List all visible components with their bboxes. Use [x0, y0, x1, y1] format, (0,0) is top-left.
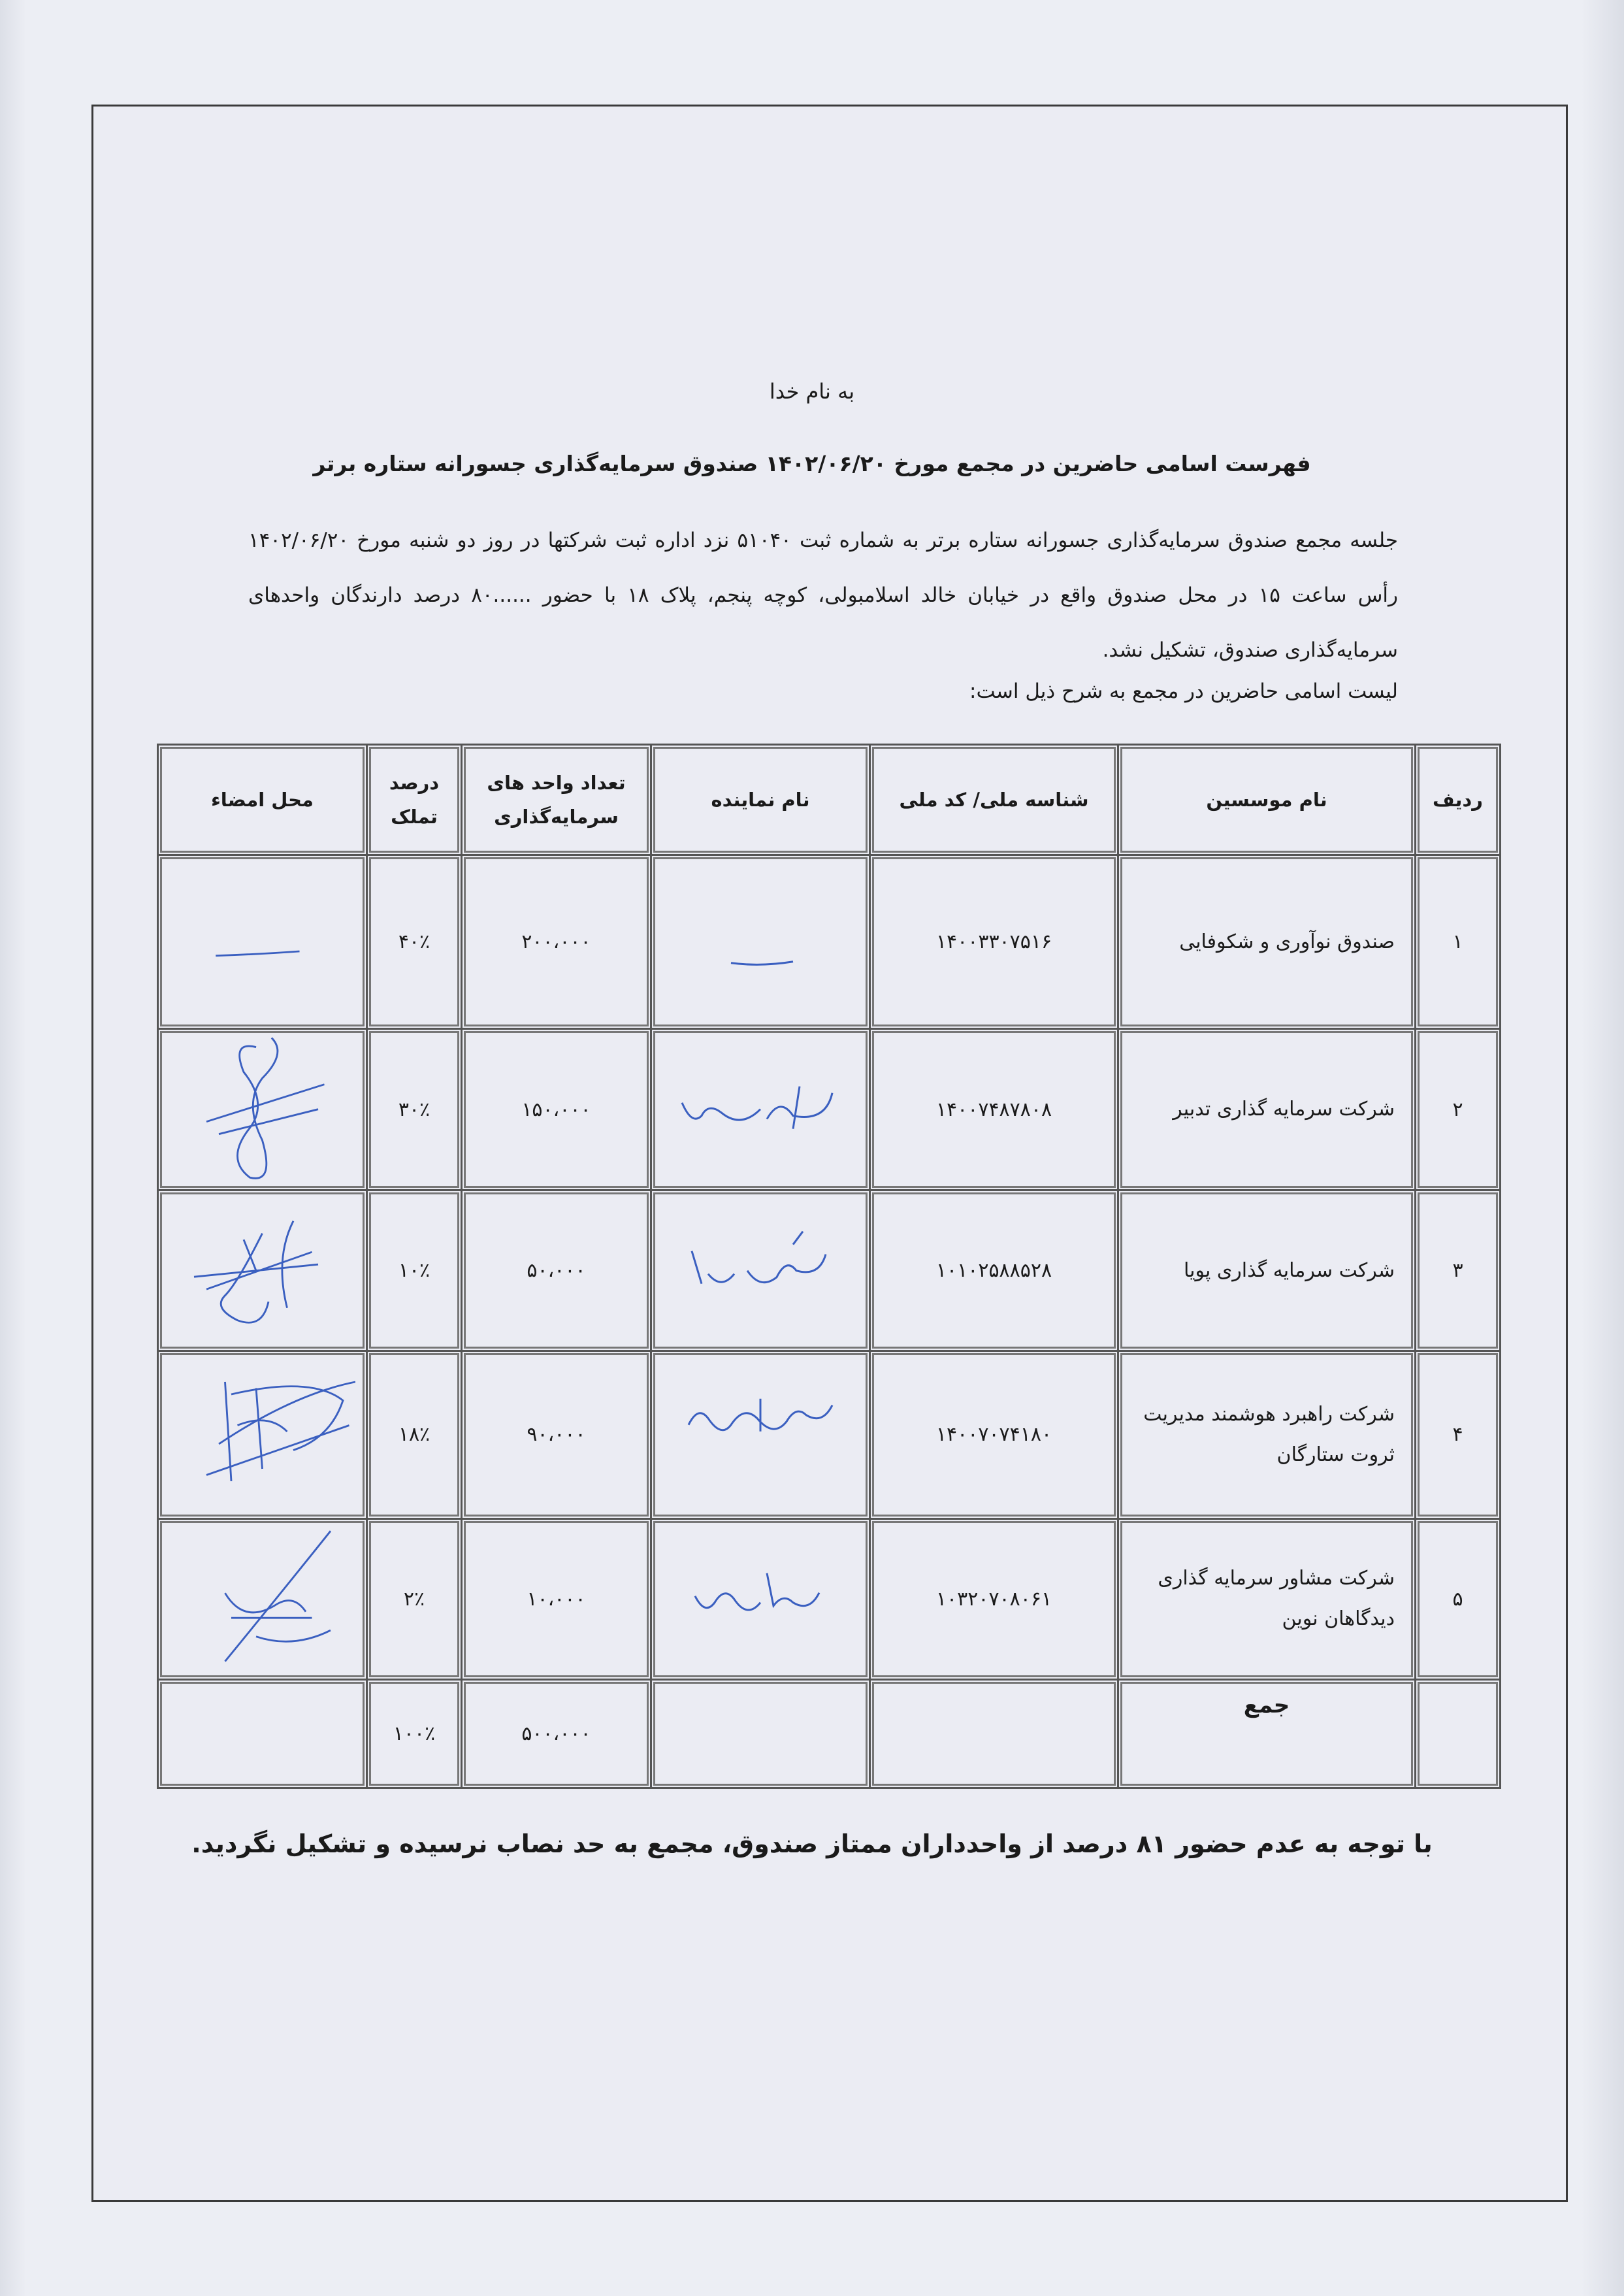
- representative-signature-image: [662, 1520, 858, 1679]
- row-number: ۳: [1416, 1190, 1501, 1351]
- quorum-note: با توجه به عدم حضور ۸۱ درصد از واحدداران ممتاز صندوق، مجمع به حد نصاب نرسیده و تشکیل نگردید.: [191, 1829, 1433, 1858]
- units-count: ۲۰۰،۰۰۰: [462, 855, 651, 1029]
- national-id: ۱۰۱۰۲۵۸۸۵۲۸: [870, 1190, 1118, 1351]
- representative-signature: [651, 1351, 870, 1518]
- founder-name: شرکت سرمایه گذاری تدبیر: [1118, 1029, 1416, 1190]
- row-number: ۲: [1416, 1029, 1501, 1190]
- signature-cell: [158, 1351, 367, 1518]
- ownership-percent: ۳۰٪: [367, 1029, 462, 1190]
- representative-signature-image: [662, 1030, 858, 1189]
- handwritten-signature: [169, 1191, 355, 1350]
- handwritten-signature: [169, 1352, 355, 1517]
- handwritten-signature: [169, 1030, 355, 1189]
- founder-name: شرکت سرمایه گذاری پویا: [1118, 1190, 1416, 1351]
- table-row: [158, 855, 1501, 1029]
- ownership-percent: ۴۰٪: [367, 855, 462, 1029]
- signature-cell: [158, 1518, 367, 1679]
- national-id: ۱۴۰۰۷۴۸۷۸۰۸: [870, 1029, 1118, 1190]
- founder-name: صندوق نوآوری و شکوفایی: [1118, 855, 1416, 1029]
- header-percent: درصد تملک: [367, 745, 462, 855]
- row-number: ۴: [1416, 1351, 1501, 1518]
- table-total-row: [158, 1680, 1501, 1788]
- header-units: تعداد واحد های سرمایه‌گذاری: [462, 745, 651, 855]
- representative-signature: [651, 1190, 870, 1351]
- representative-signature-image: [662, 1191, 858, 1350]
- units-count: ۹۰،۰۰۰: [462, 1351, 651, 1518]
- representative-signature: [651, 1518, 870, 1679]
- representative-signature: [651, 1029, 870, 1190]
- national-id: ۱۴۰۰۳۳۰۷۵۱۶: [870, 855, 1118, 1029]
- document-title: فهرست اسامی حاضرین در مجمع مورخ ۱۴۰۲/۰۶/۲۰ صندوق سرمایه‌گذاری جسورانه ستاره برتر: [313, 451, 1311, 476]
- signature-cell: [158, 1029, 367, 1190]
- representative-signature-image: [662, 1352, 858, 1517]
- header-signature: محل امضاء: [158, 745, 367, 855]
- bismillah-heading: به نام خدا: [769, 379, 855, 404]
- total-label: جمع: [1118, 1680, 1416, 1788]
- attendees-table: [157, 744, 1501, 1789]
- table-row: [158, 1518, 1501, 1679]
- total-units: ۵۰۰،۰۰۰: [462, 1680, 651, 1788]
- attendees-intro: لیست اسامی حاضرین در مجمع به شرح ذیل است:: [969, 680, 1398, 703]
- ownership-percent: ۱۰٪: [367, 1190, 462, 1351]
- header-founder: نام موسسین: [1118, 745, 1416, 855]
- row-number: ۵: [1416, 1518, 1501, 1679]
- national-id: ۱۴۰۰۷۰۷۴۱۸۰: [870, 1351, 1118, 1518]
- row-number: ۱: [1416, 855, 1501, 1029]
- header-national-id: شناسه ملی/ کد ملی: [870, 745, 1118, 855]
- table-row: [158, 1190, 1501, 1351]
- units-count: ۱۵۰،۰۰۰: [462, 1029, 651, 1190]
- table-header-row: [158, 745, 1501, 855]
- header-row-number: ردیف: [1416, 745, 1501, 855]
- meeting-paragraph: جلسه مجمع صندوق سرمایه‌گذاری جسورانه ستاره برتر به شماره ثبت ۵۱۰۴۰ نزد اداره ثبت شرکتها در روز دو شنبه مورخ ۱۴۰۲/۰۶/۲۰ رأس ساعت ۱۵ در محل صندوق واقع در خیابان خالد اسلامبولی، کوچه پنجم، پلاک ۱۸ با حضور ......۸۰ درصد دارندگان واحدهای سرمایه‌گذاری صندوق، تشکیل نشد.: [248, 529, 1399, 662]
- founder-name: شرکت مشاور سرمایه گذاری دیدگاهان نوین: [1118, 1518, 1416, 1679]
- dash-mark: [169, 856, 355, 1028]
- signature-cell: [158, 855, 367, 1029]
- units-count: ۱۰،۰۰۰: [462, 1518, 651, 1679]
- handwritten-signature: [169, 1520, 355, 1679]
- total-percent: ۱۰۰٪: [367, 1680, 462, 1788]
- units-count: ۵۰،۰۰۰: [462, 1190, 651, 1351]
- founder-name: شرکت راهبرد هوشمند مدیریت ثروت ستارگان: [1118, 1351, 1416, 1518]
- national-id: ۱۰۳۲۰۷۰۸۰۶۱: [870, 1518, 1118, 1679]
- representative-signature: [651, 855, 870, 1029]
- signature-cell: [158, 1190, 367, 1351]
- ownership-percent: ۲٪: [367, 1518, 462, 1679]
- table-row: [158, 1351, 1501, 1518]
- header-representative: نام نماینده: [651, 745, 870, 855]
- ownership-percent: ۱۸٪: [367, 1351, 462, 1518]
- table-row: [158, 1029, 1501, 1190]
- dash-mark: [662, 856, 858, 1028]
